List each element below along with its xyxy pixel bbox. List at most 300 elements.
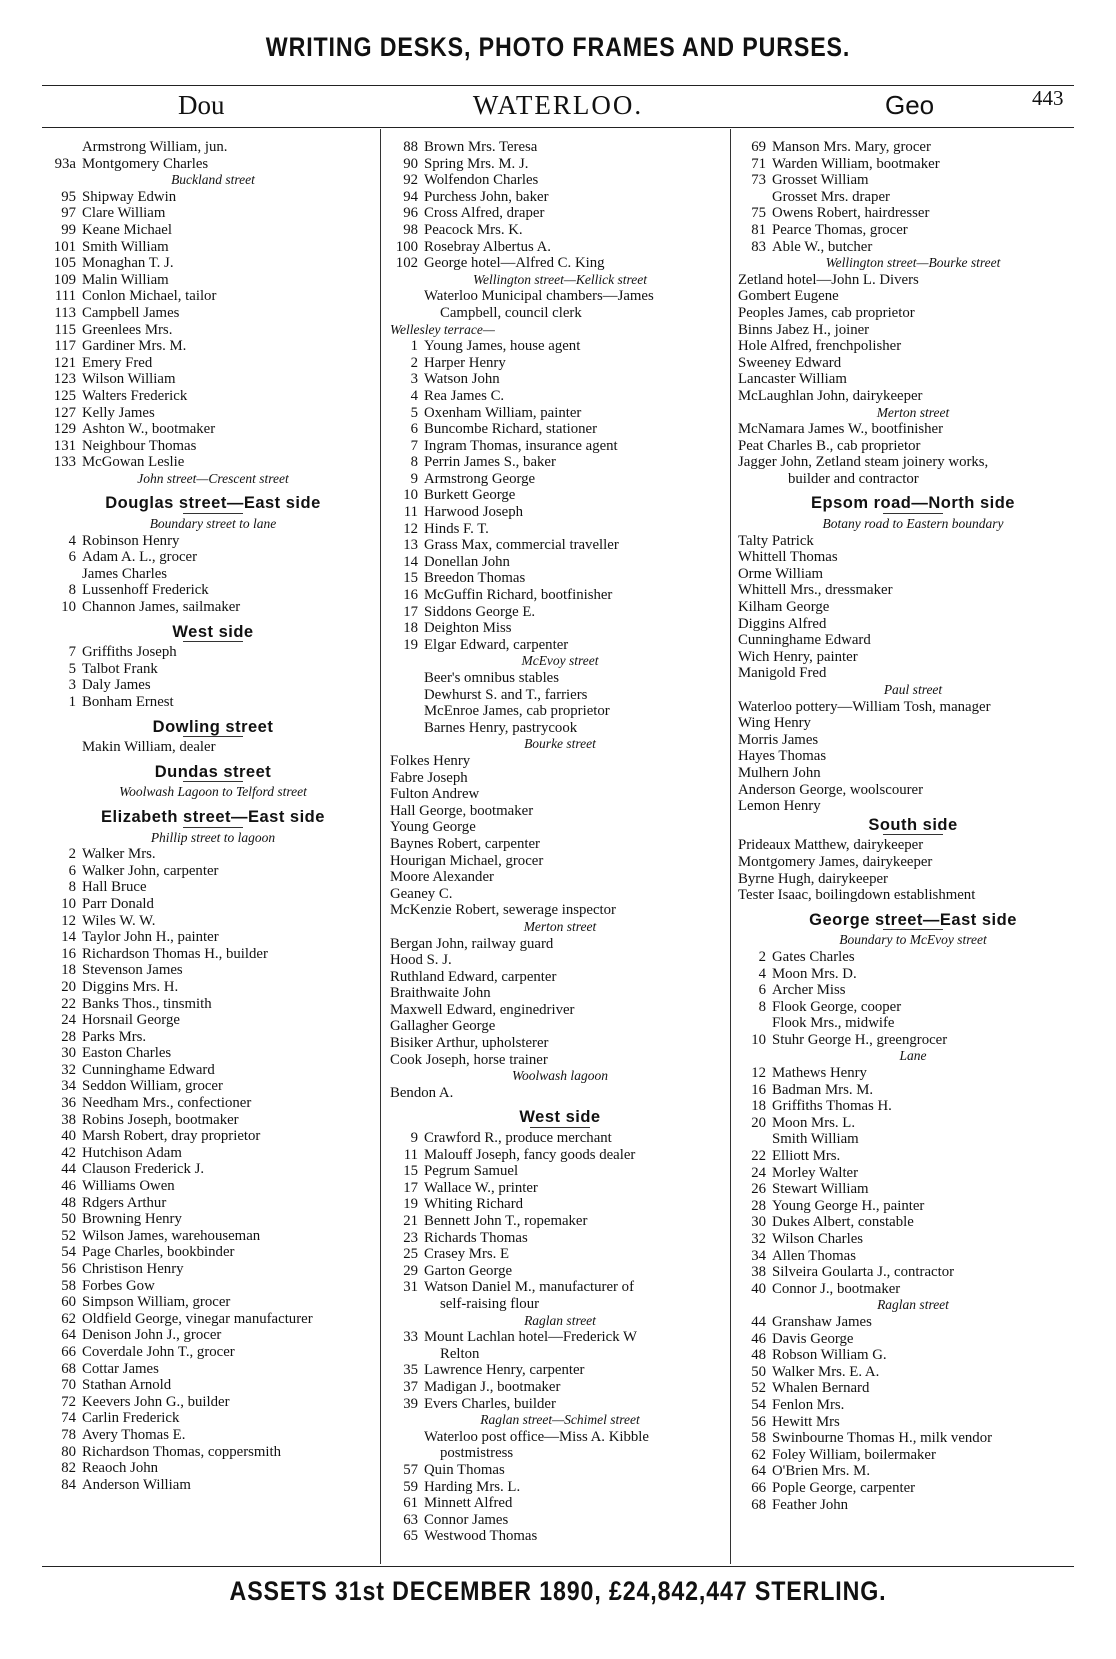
cross-street-label: John street—Crescent street [137, 470, 289, 486]
resident-name: Moore Alexander [390, 869, 494, 886]
resident-name: Geaney C. [390, 885, 453, 902]
directory-entry [390, 1163, 730, 1180]
resident-name: Stevenson James [82, 962, 183, 979]
directory-entry [738, 871, 1088, 888]
directory-entry [738, 1131, 1088, 1148]
resident-name: Bonham Ernest [82, 694, 174, 710]
directory-entry [738, 1231, 1088, 1248]
cross-street-label: Woolwash lagoon [512, 1068, 608, 1084]
directory-entry [390, 1018, 730, 1035]
street-heading: West side [172, 622, 254, 641]
resident-name: Gardiner Mrs. M. [82, 338, 187, 355]
house-number: 32 [61, 1061, 76, 1078]
directory-entry [48, 1327, 378, 1344]
house-number: 28 [61, 1028, 76, 1045]
directory-entry [48, 205, 378, 222]
resident-name: Barnes Henry, pastrycook [424, 719, 578, 736]
resident-name: Warden William, bootmaker [772, 155, 940, 172]
resident-name: Lancaster William [738, 371, 847, 388]
house-number: 44 [61, 1161, 76, 1178]
directory-entry [738, 1181, 1088, 1198]
directory-entry [48, 438, 378, 455]
house-number: 29 [403, 1262, 418, 1279]
directory-entry [48, 156, 378, 173]
directory-entry [48, 1128, 378, 1145]
house-number: 92 [403, 172, 418, 189]
directory-entry [390, 753, 730, 770]
resident-name: Young George [390, 819, 476, 836]
resident-name: Manson Mrs. Mary, grocer [772, 139, 931, 155]
house-number: 84 [61, 1476, 76, 1493]
resident-name: Stathan Arnold [82, 1377, 172, 1394]
house-number: 133 [53, 454, 76, 471]
directory-entry [390, 1512, 730, 1529]
directory-entry [738, 566, 1088, 583]
directory-entry [390, 670, 730, 687]
resident-name: Wallace W., printer [424, 1179, 538, 1196]
resident-name: Campbell, council clerk [440, 304, 582, 321]
resident-name: Shipway Edwin [82, 188, 177, 205]
directory-entry [48, 1377, 378, 1394]
resident-name: Talty Patrick [738, 532, 814, 549]
resident-name: Malouff Joseph, fancy goods dealer [424, 1146, 636, 1163]
resident-name: Kelly James [82, 404, 155, 421]
resident-name: Malin William [82, 271, 169, 288]
resident-name: Orme William [738, 565, 824, 582]
directory-entry [738, 982, 1088, 999]
directory-entry [48, 1112, 378, 1129]
column-divider [730, 129, 731, 1564]
resident-name: Hall Bruce [82, 879, 147, 896]
directory-entry [390, 554, 730, 571]
directory-entry [390, 189, 730, 206]
directory-entry [390, 969, 730, 986]
house-number: 44 [751, 1313, 766, 1330]
resident-name: Flook George, cooper [772, 998, 902, 1015]
heading-rule [183, 781, 243, 782]
resident-name: Bisiker Arthur, upholsterer [390, 1035, 549, 1052]
directory-entry [390, 952, 730, 969]
resident-name: Swinbourne Thomas H., milk vendor [772, 1430, 993, 1447]
resident-name: Dukes Albert, constable [772, 1214, 914, 1231]
house-number: 9 [410, 470, 418, 487]
house-number: 24 [751, 1164, 766, 1181]
directory-entry [390, 1147, 730, 1164]
directory-entry [738, 1380, 1088, 1397]
resident-name: Waterloo post office—Miss A. Kibble [424, 1428, 649, 1445]
house-number: 52 [751, 1380, 766, 1397]
directory-entry [738, 1463, 1088, 1480]
house-number: 19 [403, 1196, 418, 1213]
resident-name: Relton [440, 1345, 480, 1362]
house-number: 56 [751, 1413, 766, 1430]
resident-name: McEnroe James, cab proprietor [424, 703, 610, 720]
directory-entry [48, 222, 378, 239]
resident-name: Elgar Edward, carpenter [424, 636, 569, 653]
heading-rule [883, 513, 943, 514]
bottom-advertisement: ASSETS 31st DECEMBER 1890, £24,842,447 STERLING. [229, 1576, 887, 1606]
directory-entry [738, 454, 1088, 471]
resident-name: Montgomery James, dairykeeper [738, 853, 933, 870]
resident-name: Cross Alfred, draper [424, 205, 545, 222]
resident-name: Walters Frederick [82, 387, 188, 404]
heading-rule [183, 827, 243, 828]
directory-entry [738, 949, 1088, 966]
directory-entry [48, 566, 378, 583]
directory-entry [738, 288, 1088, 305]
resident-name: Greenlees Mrs. [82, 321, 173, 338]
resident-name: Wolfendon Charles [424, 172, 539, 189]
cross-street-label: Boundary street to lane [149, 516, 277, 532]
directory-entry [48, 946, 378, 963]
directory-entry [48, 1211, 378, 1228]
house-number: 16 [61, 945, 76, 962]
resident-name: Breedon Thomas [424, 570, 526, 587]
directory-entry [738, 765, 1088, 782]
resident-name: Wilson James, warehouseman [82, 1227, 261, 1244]
directory-entry [48, 863, 378, 880]
resident-name: Diggins Mrs. H. [82, 978, 179, 995]
directory-entry [738, 239, 1088, 256]
cross-street-label: Woolwash Lagoon to Telford street [119, 784, 307, 800]
directory-entry [48, 405, 378, 422]
cross-street-label: Bourke street [524, 736, 596, 752]
cross-street-label: Raglan street [877, 1297, 949, 1313]
house-number: 127 [53, 404, 76, 421]
resident-name: Badman Mrs. M. [772, 1081, 874, 1098]
column-divider [380, 129, 381, 1564]
directory-entry [48, 1244, 378, 1261]
resident-name: Forbes Gow [82, 1277, 155, 1294]
house-number: 4 [68, 532, 76, 549]
directory-entry [48, 255, 378, 272]
directory-entry [48, 996, 378, 1013]
resident-name: McGowan Leslie [82, 454, 185, 471]
resident-name: Wing Henry [738, 715, 811, 732]
resident-name: Mathews Henry [772, 1065, 867, 1082]
directory-entry [738, 1198, 1088, 1215]
directory-entry [390, 222, 730, 239]
house-number: 58 [751, 1430, 766, 1447]
directory-entry [390, 504, 730, 521]
resident-name: Ruthland Edward, carpenter [390, 968, 557, 985]
house-number: 60 [61, 1294, 76, 1311]
resident-name: Quin Thomas [424, 1461, 505, 1478]
resident-name: Davis George [772, 1330, 854, 1347]
resident-name: O'Brien Mrs. M. [772, 1463, 871, 1480]
directory-entry [390, 1362, 730, 1379]
resident-name: Hourigan Michael, grocer [390, 852, 544, 869]
resident-name: Purchess John, baker [424, 188, 549, 205]
house-number: 8 [758, 998, 766, 1015]
house-number: 33 [403, 1329, 418, 1346]
resident-name: Daly James [82, 677, 151, 694]
house-number: 58 [61, 1277, 76, 1294]
house-number: 5 [410, 404, 418, 421]
directory-entry [738, 1115, 1088, 1132]
resident-name: Stewart William [772, 1181, 869, 1198]
resident-name: Moon Mrs. D. [772, 965, 857, 982]
directory-entry [390, 1196, 730, 1213]
resident-name: Peacock Mrs. K. [424, 221, 523, 238]
house-number: 50 [751, 1363, 766, 1380]
resident-name: Richardson Thomas H., builder [82, 945, 268, 962]
directory-entry [48, 139, 378, 156]
directory-entry [390, 1213, 730, 1230]
resident-name: Gallagher George [390, 1018, 496, 1035]
house-number: 46 [61, 1178, 76, 1195]
house-number: 102 [395, 255, 418, 272]
directory-entry [48, 1278, 378, 1295]
directory-entry [390, 1052, 730, 1069]
directory-entry [390, 438, 730, 455]
directory-entry [390, 770, 730, 787]
directory-entry [738, 1430, 1088, 1447]
resident-name: Watson Daniel M., manufacturer of [424, 1279, 635, 1296]
house-number: 61 [403, 1495, 418, 1512]
directory-entry [390, 305, 730, 322]
resident-name: Horsnail George [82, 1012, 180, 1029]
house-number: 30 [751, 1214, 766, 1231]
house-number: 96 [403, 205, 418, 222]
directory-entry [738, 1480, 1088, 1497]
directory-entry [390, 886, 730, 903]
directory-entry [390, 338, 730, 355]
house-number: 7 [410, 437, 418, 454]
house-number: 38 [751, 1264, 766, 1281]
house-number: 11 [403, 1146, 418, 1163]
directory-entry [48, 549, 378, 566]
directory-entry [738, 438, 1088, 455]
directory-entry [390, 288, 730, 305]
house-number: 7 [68, 644, 76, 661]
directory-entry [48, 1078, 378, 1095]
house-number: 12 [61, 912, 76, 929]
directory-entry [738, 172, 1088, 189]
house-number: 1 [410, 338, 418, 355]
street-heading: Epsom road—North side [811, 494, 1015, 513]
directory-entry [48, 305, 378, 322]
resident-name: Bennett John T., ropemaker [424, 1213, 588, 1229]
resident-name: Carlin Frederick [82, 1410, 180, 1427]
directory-entry [390, 819, 730, 836]
house-number: 35 [403, 1362, 418, 1379]
directory-entry [48, 421, 378, 438]
house-number: 10 [751, 1031, 766, 1048]
resident-name: Robinson Henry [82, 532, 180, 549]
house-number: 1 [68, 694, 76, 710]
directory-entry [48, 1311, 378, 1328]
directory-entry [48, 1095, 378, 1112]
house-number: 20 [61, 978, 76, 995]
street-heading: George street—East side [809, 910, 1017, 929]
house-number: 17 [403, 1179, 418, 1196]
resident-name: Cook Joseph, horse trainer [390, 1051, 548, 1068]
directory-entry [738, 1015, 1088, 1032]
resident-name: Lussenhoff Frederick [82, 582, 209, 599]
directory-entry [390, 803, 730, 820]
resident-name: Mulhern John [738, 764, 821, 781]
directory-entry [390, 637, 730, 654]
house-number: 125 [53, 387, 76, 404]
house-number: 123 [53, 371, 76, 388]
resident-name: Young James, house agent [424, 338, 581, 355]
house-number: 24 [61, 1012, 76, 1029]
resident-name: McKenzie Robert, sewerage inspector [390, 902, 616, 919]
house-number: 8 [68, 582, 76, 599]
directory-entry [390, 471, 730, 488]
directory-entry [390, 421, 730, 438]
house-number: 39 [403, 1395, 418, 1412]
directory-entry [48, 1195, 378, 1212]
resident-name: Fenlon Mrs. [772, 1396, 845, 1413]
directory-entry [390, 1329, 730, 1346]
house-number: 113 [54, 304, 76, 321]
house-number: 52 [61, 1227, 76, 1244]
cross-street-label: Buckland street [171, 172, 255, 188]
resident-name: Cunninghame Edward [738, 632, 871, 649]
house-number: 31 [403, 1279, 418, 1296]
resident-name: Binns Jabez H., joiner [738, 321, 870, 338]
house-number: 12 [751, 1065, 766, 1082]
resident-name: Beer's omnibus stables [424, 670, 559, 686]
resident-name: Ashton W., bootmaker [82, 421, 216, 438]
street-heading: Douglas street—East side [105, 494, 321, 513]
resident-name: Hole Alfred, frenchpolisher [738, 338, 902, 355]
house-number: 50 [61, 1211, 76, 1228]
house-number: 99 [61, 221, 76, 238]
resident-name: Armstrong George [424, 470, 536, 487]
directory-entry [738, 632, 1088, 649]
directory-entry [48, 1294, 378, 1311]
house-number: 65 [403, 1528, 418, 1545]
resident-name: Channon James, sailmaker [82, 599, 241, 616]
resident-name: Garton George [424, 1262, 513, 1279]
directory-entry [390, 454, 730, 471]
directory-entry [390, 1495, 730, 1512]
directory-column-2 [390, 139, 730, 1545]
directory-entry [48, 1062, 378, 1079]
cross-street-label: Raglan street [524, 1312, 596, 1328]
directory-entry [390, 371, 730, 388]
house-number: 14 [403, 553, 418, 570]
resident-name: Baynes Robert, carpenter [390, 835, 540, 852]
house-number: 62 [61, 1310, 76, 1327]
resident-name: Harper Henry [424, 354, 506, 371]
directory-entry [390, 205, 730, 222]
resident-name: Cottar James [82, 1360, 159, 1377]
house-number: 6 [68, 549, 76, 566]
resident-name: Avery Thomas E. [82, 1426, 186, 1443]
directory-entry [390, 720, 730, 737]
resident-name: Gates Charles [772, 948, 855, 965]
directory-entry [48, 1228, 378, 1245]
house-number: 97 [61, 205, 76, 222]
resident-name: Conlon Michael, tailor [82, 288, 217, 305]
cross-street-label: Wellesley terrace— [390, 321, 495, 337]
cross-street-label: Merton street [523, 918, 597, 934]
directory-entry [48, 288, 378, 305]
directory-entry [738, 1281, 1088, 1298]
resident-name: Silveira Goularta J., contractor [772, 1264, 955, 1281]
resident-name: Diggins Alfred [738, 615, 827, 632]
directory-entry [390, 1130, 730, 1147]
directory-entry [48, 1410, 378, 1427]
directory-entry [738, 549, 1088, 566]
resident-name: Griffiths Joseph [82, 644, 177, 661]
directory-entry [738, 1264, 1088, 1281]
directory-entry [738, 837, 1088, 854]
house-number: 16 [751, 1081, 766, 1098]
cross-street-label: Phillip street to lagoon [150, 829, 276, 845]
heading-rule [183, 736, 243, 737]
street-heading: Elizabeth street—East side [101, 807, 325, 826]
directory-entry [48, 929, 378, 946]
directory-entry [48, 371, 378, 388]
directory-entry [48, 1045, 378, 1062]
house-number: 64 [61, 1327, 76, 1344]
directory-entry [738, 1397, 1088, 1414]
house-number: 6 [410, 421, 418, 438]
resident-name: Clauson Frederick J. [82, 1161, 205, 1178]
street-heading: West side [519, 1108, 601, 1127]
heading-rule [883, 929, 943, 930]
cross-street-label: Merton street [876, 404, 950, 420]
resident-name: Able W., butcher [772, 238, 873, 255]
resident-name: Smith William [772, 1131, 859, 1148]
resident-name: Spring Mrs. M. J. [424, 155, 529, 172]
directory-entry [738, 305, 1088, 322]
resident-name: Richardson Thomas, coppersmith [82, 1443, 282, 1460]
directory-entry [390, 1379, 730, 1396]
house-number: 57 [403, 1461, 418, 1478]
resident-name: Coverdale John T., grocer [82, 1343, 235, 1360]
resident-name: Keane Michael [82, 221, 172, 238]
directory-entry [390, 936, 730, 953]
resident-name: Jagger John, Zetland steam joinery works, [738, 454, 989, 471]
resident-name: Feather John [772, 1496, 849, 1513]
directory-entry [738, 715, 1088, 732]
directory-entry [738, 649, 1088, 666]
heading-rule [530, 1127, 590, 1128]
resident-name: Campbell James [82, 304, 180, 321]
resident-name: Deighton Miss [424, 620, 512, 637]
house-number: 72 [61, 1393, 76, 1410]
resident-name: Evers Charles, builder [424, 1395, 556, 1412]
directory-entry [390, 1002, 730, 1019]
directory-entry [390, 1462, 730, 1479]
resident-name: Easton Charles [82, 1045, 172, 1062]
house-number: 46 [751, 1330, 766, 1347]
directory-entry [738, 1214, 1088, 1231]
resident-name: Westwood Thomas [424, 1528, 538, 1545]
resident-name: Grosset Mrs. draper [772, 188, 890, 205]
resident-name: Allen Thomas [772, 1247, 856, 1264]
directory-entry [390, 1180, 730, 1197]
house-number: 95 [61, 188, 76, 205]
cross-street-label: McEvoy street [521, 653, 599, 669]
house-number: 6 [68, 862, 76, 879]
directory-entry [738, 1165, 1088, 1182]
directory-entry [48, 1361, 378, 1378]
resident-name: Pearce Thomas, grocer [772, 221, 908, 238]
resident-name: Whalen Bernard [772, 1380, 870, 1397]
directory-entry [738, 582, 1088, 599]
house-number: 42 [61, 1144, 76, 1161]
house-number: 28 [751, 1197, 766, 1214]
house-number: 66 [751, 1479, 766, 1496]
directory-entry [738, 189, 1088, 206]
